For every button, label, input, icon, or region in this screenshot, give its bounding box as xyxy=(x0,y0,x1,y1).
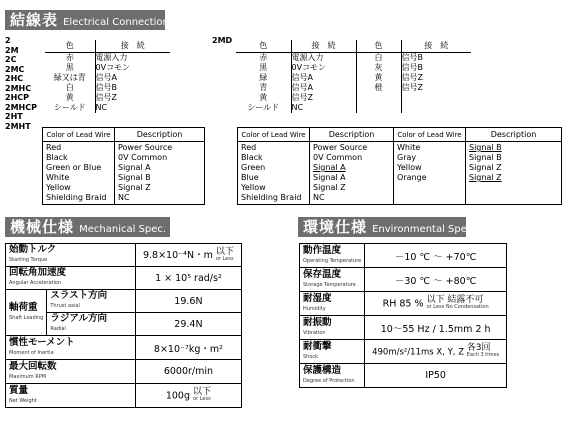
jp-connection: 信号Z xyxy=(95,92,117,102)
spec-row-inertia xyxy=(6,336,242,360)
en-description: Power Source xyxy=(313,143,368,152)
model-item: 2 xyxy=(5,36,11,45)
jp-color: 灰 xyxy=(374,62,383,72)
spec-value: －30 ℃ ～ +80℃ xyxy=(365,268,507,292)
jp-connections-right xyxy=(236,40,471,113)
color-column xyxy=(236,52,291,113)
connection-column xyxy=(291,52,356,113)
jp-connection: NC xyxy=(291,102,304,112)
spec-row-shock xyxy=(300,340,507,364)
environmental-spec-table xyxy=(299,243,507,388)
en-color: White xyxy=(397,143,421,152)
jp-connection: 信号B xyxy=(401,52,423,62)
en-color: Orange xyxy=(397,173,427,182)
en-description: Signal B xyxy=(118,173,151,182)
description-column xyxy=(115,142,205,205)
spec-label: 始動トルク Starting Torque xyxy=(6,244,136,267)
spec-row-protection xyxy=(300,364,507,388)
spec-label: 保護構造 Degree of Protection xyxy=(300,364,365,388)
spec-label: 保存温度 Storage Temperature xyxy=(300,268,365,292)
header-lead-color: Color of Lead Wire xyxy=(238,128,310,142)
jp-color: 赤 xyxy=(259,52,268,62)
en-description: Signal A xyxy=(118,163,151,172)
jp-color: 白 xyxy=(374,52,383,62)
jp-connection: 信号Z xyxy=(291,92,313,102)
header-lead-color: Color of Lead Wire xyxy=(394,128,466,142)
spec-row-start-torque xyxy=(6,244,242,267)
jp-color: 赤 xyxy=(65,52,74,62)
jp-connection: NC xyxy=(95,102,108,112)
en-description: Signal Z xyxy=(313,183,346,192)
spec-row-storage-temp xyxy=(300,268,507,292)
mechanical-title-jp: 機械仕様 xyxy=(10,218,75,236)
en-description: Signal A xyxy=(313,173,346,182)
header-lead-color: Color of Lead Wire xyxy=(43,128,115,142)
en-color: White xyxy=(46,173,70,182)
spec-value: 1 × 10⁵ rad/s² xyxy=(135,267,241,290)
en-description: Signal Z xyxy=(469,163,502,172)
jp-connection: 信号B xyxy=(401,62,423,72)
en-description: NC xyxy=(313,193,325,202)
jp-color: 黄 xyxy=(374,72,383,82)
spec-label: 慣性モーメント Moment of Inertia xyxy=(6,336,136,360)
jp-connection: 0Vコモン xyxy=(95,62,131,72)
spec-row-humidity xyxy=(300,292,507,316)
mechanical-title-en: Mechanical Spec. xyxy=(79,224,167,235)
electrical-title-jp: 結線表 xyxy=(10,11,59,29)
spec-label: 耐振動 Vibration xyxy=(300,316,365,340)
header-description: Description xyxy=(115,128,205,142)
mechanical-header xyxy=(5,217,170,237)
spec-value: 9.8×10⁻⁴N・m 以下 or Less xyxy=(135,244,241,267)
environmental-title-jp: 環境仕様 xyxy=(303,218,368,236)
model-item: 2M xyxy=(5,45,19,55)
en-description: Signal A xyxy=(313,163,346,172)
description-column xyxy=(310,142,394,205)
color-column xyxy=(238,142,310,205)
spec-sublabel: ラジアル方向 Radial xyxy=(47,313,136,336)
jp-color: 黄 xyxy=(259,92,268,102)
color-column xyxy=(394,142,466,205)
spec-label: 回転角加速度 Angular Acceleration xyxy=(6,267,136,290)
spec-value: 100g 以下 or Less xyxy=(135,384,241,408)
mechanical-spec-table xyxy=(5,243,242,408)
spec-value: 19.6N xyxy=(135,290,241,313)
jp-color: 緑 xyxy=(259,72,268,82)
header-description: Description xyxy=(310,128,394,142)
jp-color: シールド xyxy=(247,102,280,112)
spec-row-angular-accel xyxy=(6,267,242,290)
spec-label: 質量 Net Weight xyxy=(6,384,136,408)
jp-connection: 0Vコモン xyxy=(291,62,327,72)
spec-row-vibration xyxy=(300,316,507,340)
en-color: Gray xyxy=(397,153,417,162)
en-color: Red xyxy=(241,143,257,152)
model-item: 2MHCP xyxy=(5,102,37,112)
jp-color: シールド xyxy=(53,102,86,112)
en-color: Blue xyxy=(241,173,259,182)
en-color: Shielding Braid xyxy=(241,193,302,202)
spec-label: 耐湿度 Humidity xyxy=(300,292,365,316)
jp-color: 黒 xyxy=(259,62,268,72)
environmental-header xyxy=(298,217,476,237)
jp-color: 白 xyxy=(65,82,74,92)
spec-value: IP50 xyxy=(365,364,507,388)
en-description: Signal Z xyxy=(469,173,502,182)
spec-row-op-temp xyxy=(300,244,507,268)
spec-value: RH 85 % 以下 結露不可 or Less No Condensation xyxy=(365,292,507,316)
spec-value: 8×10⁻⁷kg・m² xyxy=(135,336,241,360)
color-column xyxy=(356,52,401,113)
jp-connection: 信号A xyxy=(291,72,313,82)
description-column xyxy=(466,142,562,205)
jp-connection: 信号B xyxy=(95,82,117,92)
color-column xyxy=(45,52,95,113)
model-2md: 2MD xyxy=(212,36,233,45)
connection-column xyxy=(401,52,471,113)
model-item: 2HCP xyxy=(5,93,29,102)
en-description: Power Source xyxy=(118,143,173,152)
spec-label: 軸荷重 Shaft Loading xyxy=(6,290,47,336)
electrical-title-en: Electrical Connections xyxy=(63,17,175,28)
electrical-header xyxy=(5,10,175,30)
header-connection: 接 続 xyxy=(401,40,471,52)
en-color: Black xyxy=(46,153,68,162)
en-description: NC xyxy=(118,193,130,202)
model-item: 2C xyxy=(5,55,17,64)
en-color: Green xyxy=(241,163,266,172)
jp-connection: 信号Z xyxy=(401,72,423,82)
model-list xyxy=(5,36,37,131)
jp-connection: 信号A xyxy=(95,72,117,82)
en-color: Green or Blue xyxy=(46,163,102,172)
en-connections-right xyxy=(237,127,562,205)
jp-connection: 信号A xyxy=(291,82,313,92)
spec-row-thrust xyxy=(6,290,242,313)
spec-row-max-speed xyxy=(6,360,242,384)
spec-value: －10 ℃ ～ +70℃ xyxy=(365,244,507,268)
model-item: 2MHC xyxy=(5,83,32,93)
en-color: Red xyxy=(46,143,62,152)
connection-column xyxy=(95,52,170,113)
en-color: Shielding Braid xyxy=(46,193,107,202)
en-description: 0V Common xyxy=(313,153,363,162)
en-description: Signal B xyxy=(469,153,502,162)
en-connections-left xyxy=(42,127,205,205)
spec-label: 耐衝撃 Shock xyxy=(300,340,365,364)
header-connection: 接 続 xyxy=(95,40,170,52)
header-color: 色 xyxy=(45,40,95,52)
spec-value: 10～55 Hz / 1.5mm 2 h xyxy=(365,316,507,340)
header-color: 色 xyxy=(236,40,291,52)
jp-connection: 電源入力 xyxy=(291,52,324,62)
en-color: Black xyxy=(241,153,263,162)
jp-connections-left xyxy=(45,40,170,113)
en-color: Yellow xyxy=(46,183,71,192)
jp-connection: 信号Z xyxy=(401,82,423,92)
model-item: 2MHT xyxy=(5,121,31,131)
en-color: Yellow xyxy=(397,163,422,172)
color-column xyxy=(43,142,115,205)
header-connection: 接 続 xyxy=(291,40,356,52)
header-color: 色 xyxy=(356,40,401,52)
en-description: Signal B xyxy=(469,143,502,152)
en-description: 0V Common xyxy=(118,153,168,162)
model-item: 2MC xyxy=(5,64,25,74)
spec-row-weight xyxy=(6,384,242,408)
jp-color: 黒 xyxy=(65,62,74,72)
spec-label: 動作温度 Operating Temperature xyxy=(300,244,365,268)
spec-value: 29.4N xyxy=(135,313,241,336)
jp-color: 黄 xyxy=(65,92,74,102)
jp-color: 緑又は青 xyxy=(53,72,86,82)
model-item: 2HT xyxy=(5,112,23,121)
header-description: Description xyxy=(466,128,562,142)
model-item: 2HC xyxy=(5,74,24,83)
spec-label: 最大回転数 Maximum RPM xyxy=(6,360,136,384)
spec-value: 6000r/min xyxy=(135,360,241,384)
jp-connection: 電源入力 xyxy=(95,52,128,62)
en-color: Yellow xyxy=(241,183,266,192)
environmental-title-en: Environmental Spec. xyxy=(372,224,476,235)
en-description: Signal Z xyxy=(118,183,151,192)
spec-sublabel: スラスト方向 Thrust axial xyxy=(47,290,136,313)
jp-color: 青 xyxy=(259,82,268,92)
jp-color: 橙 xyxy=(374,82,383,92)
spec-value: 490m/s²/11ms X, Y, Z 各3回 Each 3 times xyxy=(365,340,507,364)
